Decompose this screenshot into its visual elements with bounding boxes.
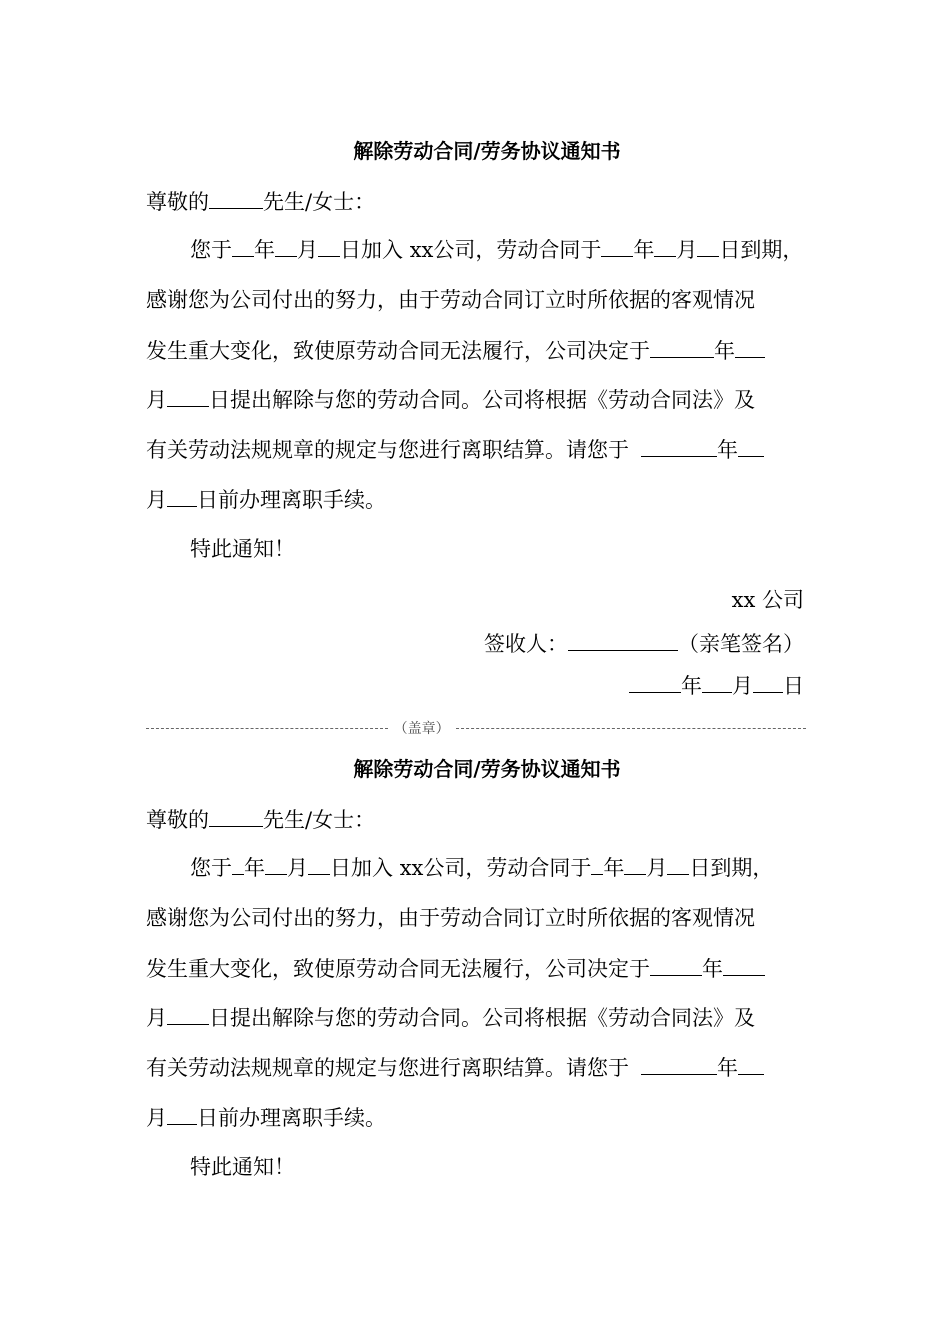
stamp-separator [146,716,806,740]
paragraph-line: 月 日提出解除与您的劳动合同。公司将根据《劳动合同法》及 [146,1002,755,1033]
paragraph-line: 您于 年 月 日加入 xx公司，劳动合同于 年 月 日到期， [190,234,803,265]
paragraph-line: 有关劳动法规规章的规定与您进行离职结算。请您于 年 [146,434,764,465]
stamp-label: （盖章） [393,721,450,737]
paragraph-line: 月 日前办理离职手续。 [146,1102,386,1133]
signature-blank [568,628,678,651]
paragraph-line: 有关劳动法规规章的规定与您进行离职结算。请您于 年 [146,1052,764,1083]
paragraph-line: 发生重大变化，致使原劳动合同无法履行，公司决定于 年 [146,953,765,984]
notice-title: 解除劳动合同/劳务协议通知书 [353,139,621,163]
salutation: 尊敬的 先生/女士： [146,804,375,835]
paragraph-line: 月 日前办理离职手续。 [146,484,386,515]
blank-name [209,186,263,209]
paragraph-line: 月 日提出解除与您的劳动合同。公司将根据《劳动合同法》及 [146,384,755,415]
closing: 特此通知！ [190,1155,295,1179]
notice-title: 解除劳动合同/劳务协议通知书 [353,757,621,781]
closing: 特此通知！ [190,537,295,561]
salutation: 尊敬的 先生/女士： [146,186,375,217]
paragraph-line: 感谢您为公司付出的努力，由于劳动合同订立时所依据的客观情况 [146,906,755,930]
company-name: xx 公司 [731,588,804,612]
date-line: 年 月 日 [629,670,804,701]
paragraph-line: 感谢您为公司付出的努力，由于劳动合同订立时所依据的客观情况 [146,288,755,312]
paragraph-line: 您于 年 月 日加入 xx公司，劳动合同于 年 月 日到期， [190,852,773,883]
paragraph-line: 发生重大变化，致使原劳动合同无法履行，公司决定于 年 [146,335,765,366]
signee-line: 签收人： （亲笔签名） [484,628,804,659]
blank-name [209,804,263,827]
